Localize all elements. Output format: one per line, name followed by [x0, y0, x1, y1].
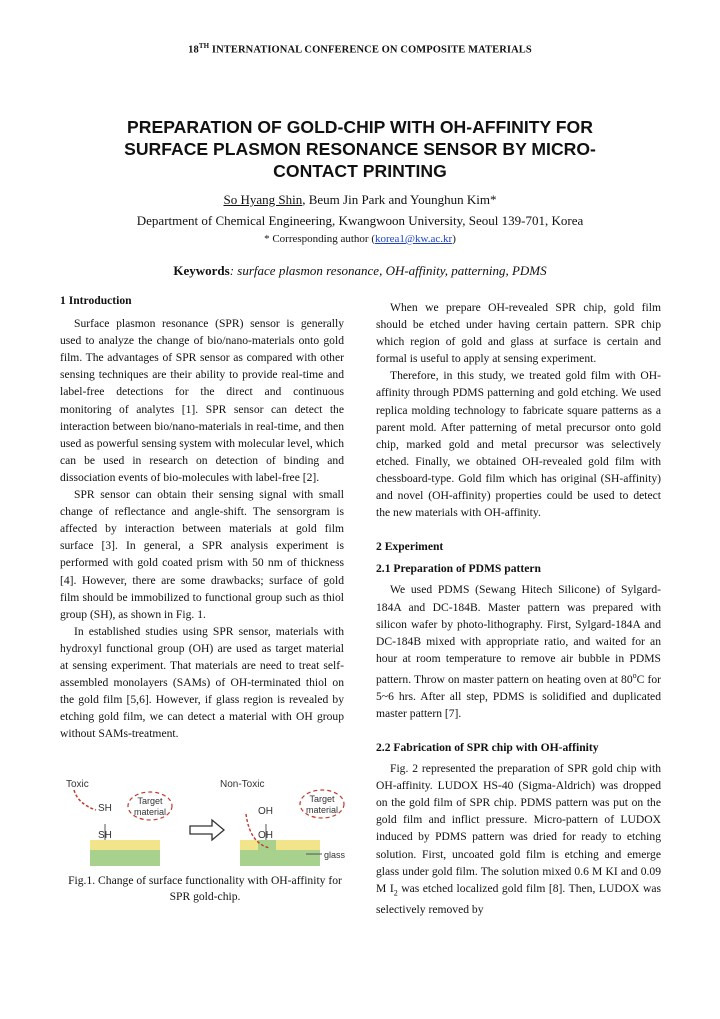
intro-paragraph-1: Surface plasmon resonance (SPR) sensor is generally used to analyze the change of bio/nano-materials onto gold film. The advantages of SPR sensor as compared with other sensing techniques are their ability to provide real-time and label-free detections for the direct and continuous monitoring of analytes [1]. SPR sensor can detect the interaction between bio/nano-materials in real-time, and then used as powerful sensing system with molecular level, which can be used in research on detection of binding and dissociation events of bio-molecules with label-free [2].: [60, 317, 344, 484]
right-paragraph-1: When we prepare OH-revealed SPR chip, gold film should be etched under having certain pattern. SPR chip which region of gold and glass at surface is certain and formal is useful to apply at sensing experiment.: [376, 301, 661, 366]
toxic-label: Toxic: [66, 779, 89, 790]
subsection-heading-fabrication: 2.2 Fabrication of SPR chip with OH-affinity: [376, 741, 599, 755]
authors: So Hyang Shin, Beum Jin Park and Younghun Kim*: [223, 192, 497, 207]
glass-label: glass: [324, 850, 346, 860]
right-paragraph-2: Therefore, in this study, we treated gold film with OH-affinity through PDMS patterning and gold etching. We used replica molding technology to fabricate square patterns as a parent mold. After patterning of metal precursor onto gold chip, marked gold and metal precursor was selectively etched. Finally, we obtained OH-revealed gold film with chessboard-type. Gold film which has original (SH-affinity) and novel (OH-affinity) properties could be used to detect the new materials with OH-affinity.: [376, 369, 661, 520]
gold-layer-left: [90, 840, 160, 850]
subsection-heading-pdms: 2.1 Preparation of PDMS pattern: [376, 562, 541, 576]
sh-label-top: SH: [98, 803, 112, 814]
keywords: Keywords: surface plasmon resonance, OH-affinity, patterning, PDMS: [173, 263, 547, 278]
oh-label-bottom: OH: [258, 830, 273, 841]
glass-layer-right: [240, 850, 320, 866]
sh-label-bottom: SH: [98, 830, 112, 841]
experiment-paragraph-1: We used PDMS (Sewang Hitech Silicone) of Sylgard-184A and DC-184B. Master pattern was prepared with silicon wafer by photo-lithography. First, Sylgard-184A and DC-184B mixed with appropriate ratio, and waited for an hour at room temperature to remove air bubble in PDMS pattern. Throw on master pattern on heating oven at 80$^o$C for 5~6 hrs. After all step, PDMS is solidified and duplicated master pattern [7].: [376, 583, 661, 720]
affiliation: Department of Chemical Engineering, Kwangwoon University, Seoul 139-701, Korea: [136, 213, 584, 228]
right-column: [376, 299, 661, 918]
email-link[interactable]: korea1@kw.ac.kr: [375, 233, 453, 245]
oh-label-top: OH: [258, 806, 273, 817]
figure-1: [60, 774, 348, 874]
corresponding-author: * Corresponding author (korea1@kw.ac.kr): [264, 233, 456, 245]
first-author: So Hyang Shin: [223, 192, 303, 207]
intro-paragraph-3: In established studies using SPR sensor, materials with hydroxyl functional group (OH) are used as target material at sensing experiment. That materials are need to treat self-assembled monolayers (SAMs) of OH-terminated thiol on the gold film [5,6]. However, if glass region is revealed by etching gold film, we can detect a material with OH group without SAMs-treatment.: [60, 624, 344, 741]
glass-layer-left: [90, 850, 160, 866]
section-heading-experiment: 2 Experiment: [376, 540, 444, 554]
nontoxic-label: Non-Toxic: [220, 779, 265, 790]
experiment-paragraph-2: Fig. 2 represented the preparation of SPR gold chip with OH-affinity. LUDOX HS-40 (Sigma-Aldrich) was dropped on the gold film of SPR chip. PDMS pattern was put on the gold film and inflict pressure. Micro-pattern of LUDOX induced by PDMS pattern was dried for ready to etching solution. First, uncoated gold film is etching and emerge glass under gold film. The solution mixed 0.6 M KI and 0.09 M $I_2$ was etched localized gold film [8]. Then, LUDOX was selectively removed by: [376, 762, 661, 917]
paper-title: PREPARATION OF GOLD-CHIP WITH OH-AFFINITY FOR SURFACE PLASMON RESONANCE SENSOR BY MICRO-CONTACT PRINTING: [124, 117, 596, 181]
section-heading-introduction: 1 Introduction: [60, 294, 132, 307]
toxic-arrow: [74, 790, 96, 810]
gold-layer-right: [240, 840, 320, 850]
conference-header: 18TH INTERNATIONAL CONFERENCE ON COMPOSITE MATERIALS: [188, 42, 532, 56]
figure-1-diagram: [60, 774, 348, 874]
transform-arrow-icon: [190, 820, 224, 840]
left-column: [60, 292, 344, 742]
etched-region: [258, 840, 276, 850]
target-material-right: Target material: [305, 794, 339, 815]
figure-1-caption: Fig.1. Change of surface functionality with OH-affinity for SPR gold-chip.: [68, 874, 342, 903]
intro-paragraph-2: SPR sensor can obtain their sensing signal with small change of reflectance and angle-shift. The sensorgram is affected by interaction between materials at gold film surface [3]. In general, a SPR analysis experiment is performed with gold coated prism with 50 nm of thickness [4]. However, there are some drawbacks; surface of gold film should be immobilized to functional group such as thiol group (SH), as shown in Fig. 1.: [60, 488, 344, 621]
target-material-left: Target material: [133, 796, 167, 817]
